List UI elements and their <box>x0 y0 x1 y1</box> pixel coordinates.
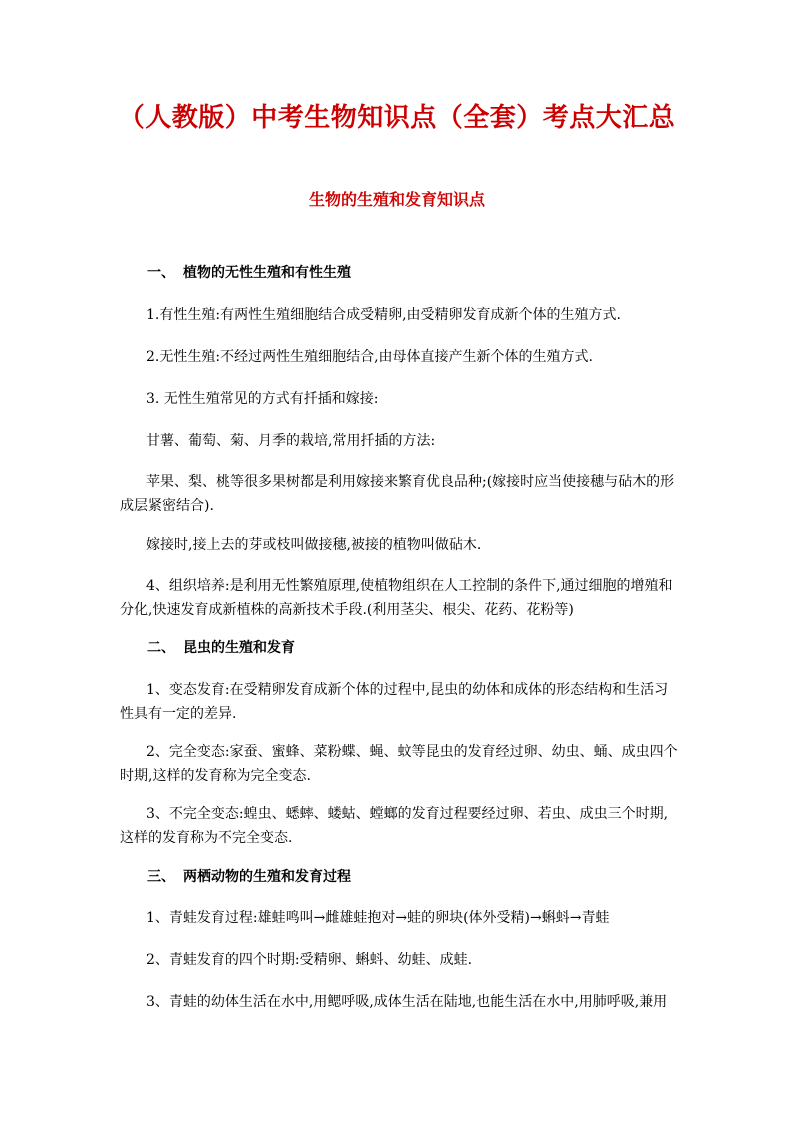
section-heading-text: 植物的无性生殖和有性生殖 <box>183 265 351 281</box>
section-heading <box>147 636 295 660</box>
paragraph: 2.无性生殖:不经过两性生殖细胞结合,由母体直接产生新个体的生殖方式. <box>146 349 593 365</box>
paragraph: 2、完全变态:家蚕、蜜蜂、菜粉蝶、蝇、蚊等昆虫的发育经过卵、幼虫、蛹、成虫四个时期,这样的发育称为完全变态. <box>120 744 678 784</box>
paragraph: 2、青蛙发育的四个时期:受精卵、蝌蚪、幼蛙、成蛙. <box>146 952 473 968</box>
document-subtitle: 生物的生殖和发育知识点 <box>308 190 485 209</box>
section-number: 二、 <box>147 640 175 656</box>
paragraph: 甘薯、葡萄、菊、月季的栽培,常用扦插的方法: <box>146 433 436 449</box>
paragraph: 3、不完全变态:蝗虫、蟋蟀、蝼蛄、螳螂的发育过程要经过卵、若虫、成虫三个时期,这样的发育称为不完全变态. <box>120 806 669 846</box>
section-number: 三、 <box>147 869 175 885</box>
paragraph: 3. 无性生殖常见的方式有扦插和嫁接: <box>146 391 379 407</box>
section-heading <box>147 261 351 285</box>
paragraph: 1、青蛙发育过程:雄蛙鸣叫→雌雄蛙抱对→蛙的卵块(体外受精)→蝌蚪→青蛙 <box>146 910 610 926</box>
section-heading <box>147 865 351 889</box>
paragraph: 4、组织培养:是利用无性繁殖原理,使植物组织在人工控制的条件下,通过细胞的增殖和分化,快速发育成新植株的高新技术手段.(利用茎尖、根尖、花药、花粉等) <box>120 578 673 618</box>
section-heading-text: 两栖动物的生殖和发育过程 <box>183 869 351 885</box>
paragraph: 苹果、梨、桃等很多果树都是利用嫁接来繁育优良品种;(嫁接时应当使接穗与砧木的形成层紧密结合). <box>120 474 675 514</box>
document-title: （人教版）中考生物知识点（全套）考点大汇总 <box>118 103 676 133</box>
paragraph: 1、变态发育:在受精卵发育成新个体的过程中,昆虫的幼体和成体的形态结构和生活习性具有一定的差异. <box>120 682 669 722</box>
paragraph: 嫁接时,接上去的芽或枝叫做接穗,被接的植物叫做砧木. <box>146 537 482 553</box>
section-heading-text: 昆虫的生殖和发育 <box>183 640 295 656</box>
paragraph: 1.有性生殖:有两性生殖细胞结合成受精卵,由受精卵发育成新个体的生殖方式. <box>146 307 621 323</box>
paragraph: 3、青蛙的幼体生活在水中,用鳃呼吸,成体生活在陆地,也能生活在水中,用肺呼吸,兼用 <box>146 994 668 1010</box>
section-number: 一、 <box>147 265 175 281</box>
